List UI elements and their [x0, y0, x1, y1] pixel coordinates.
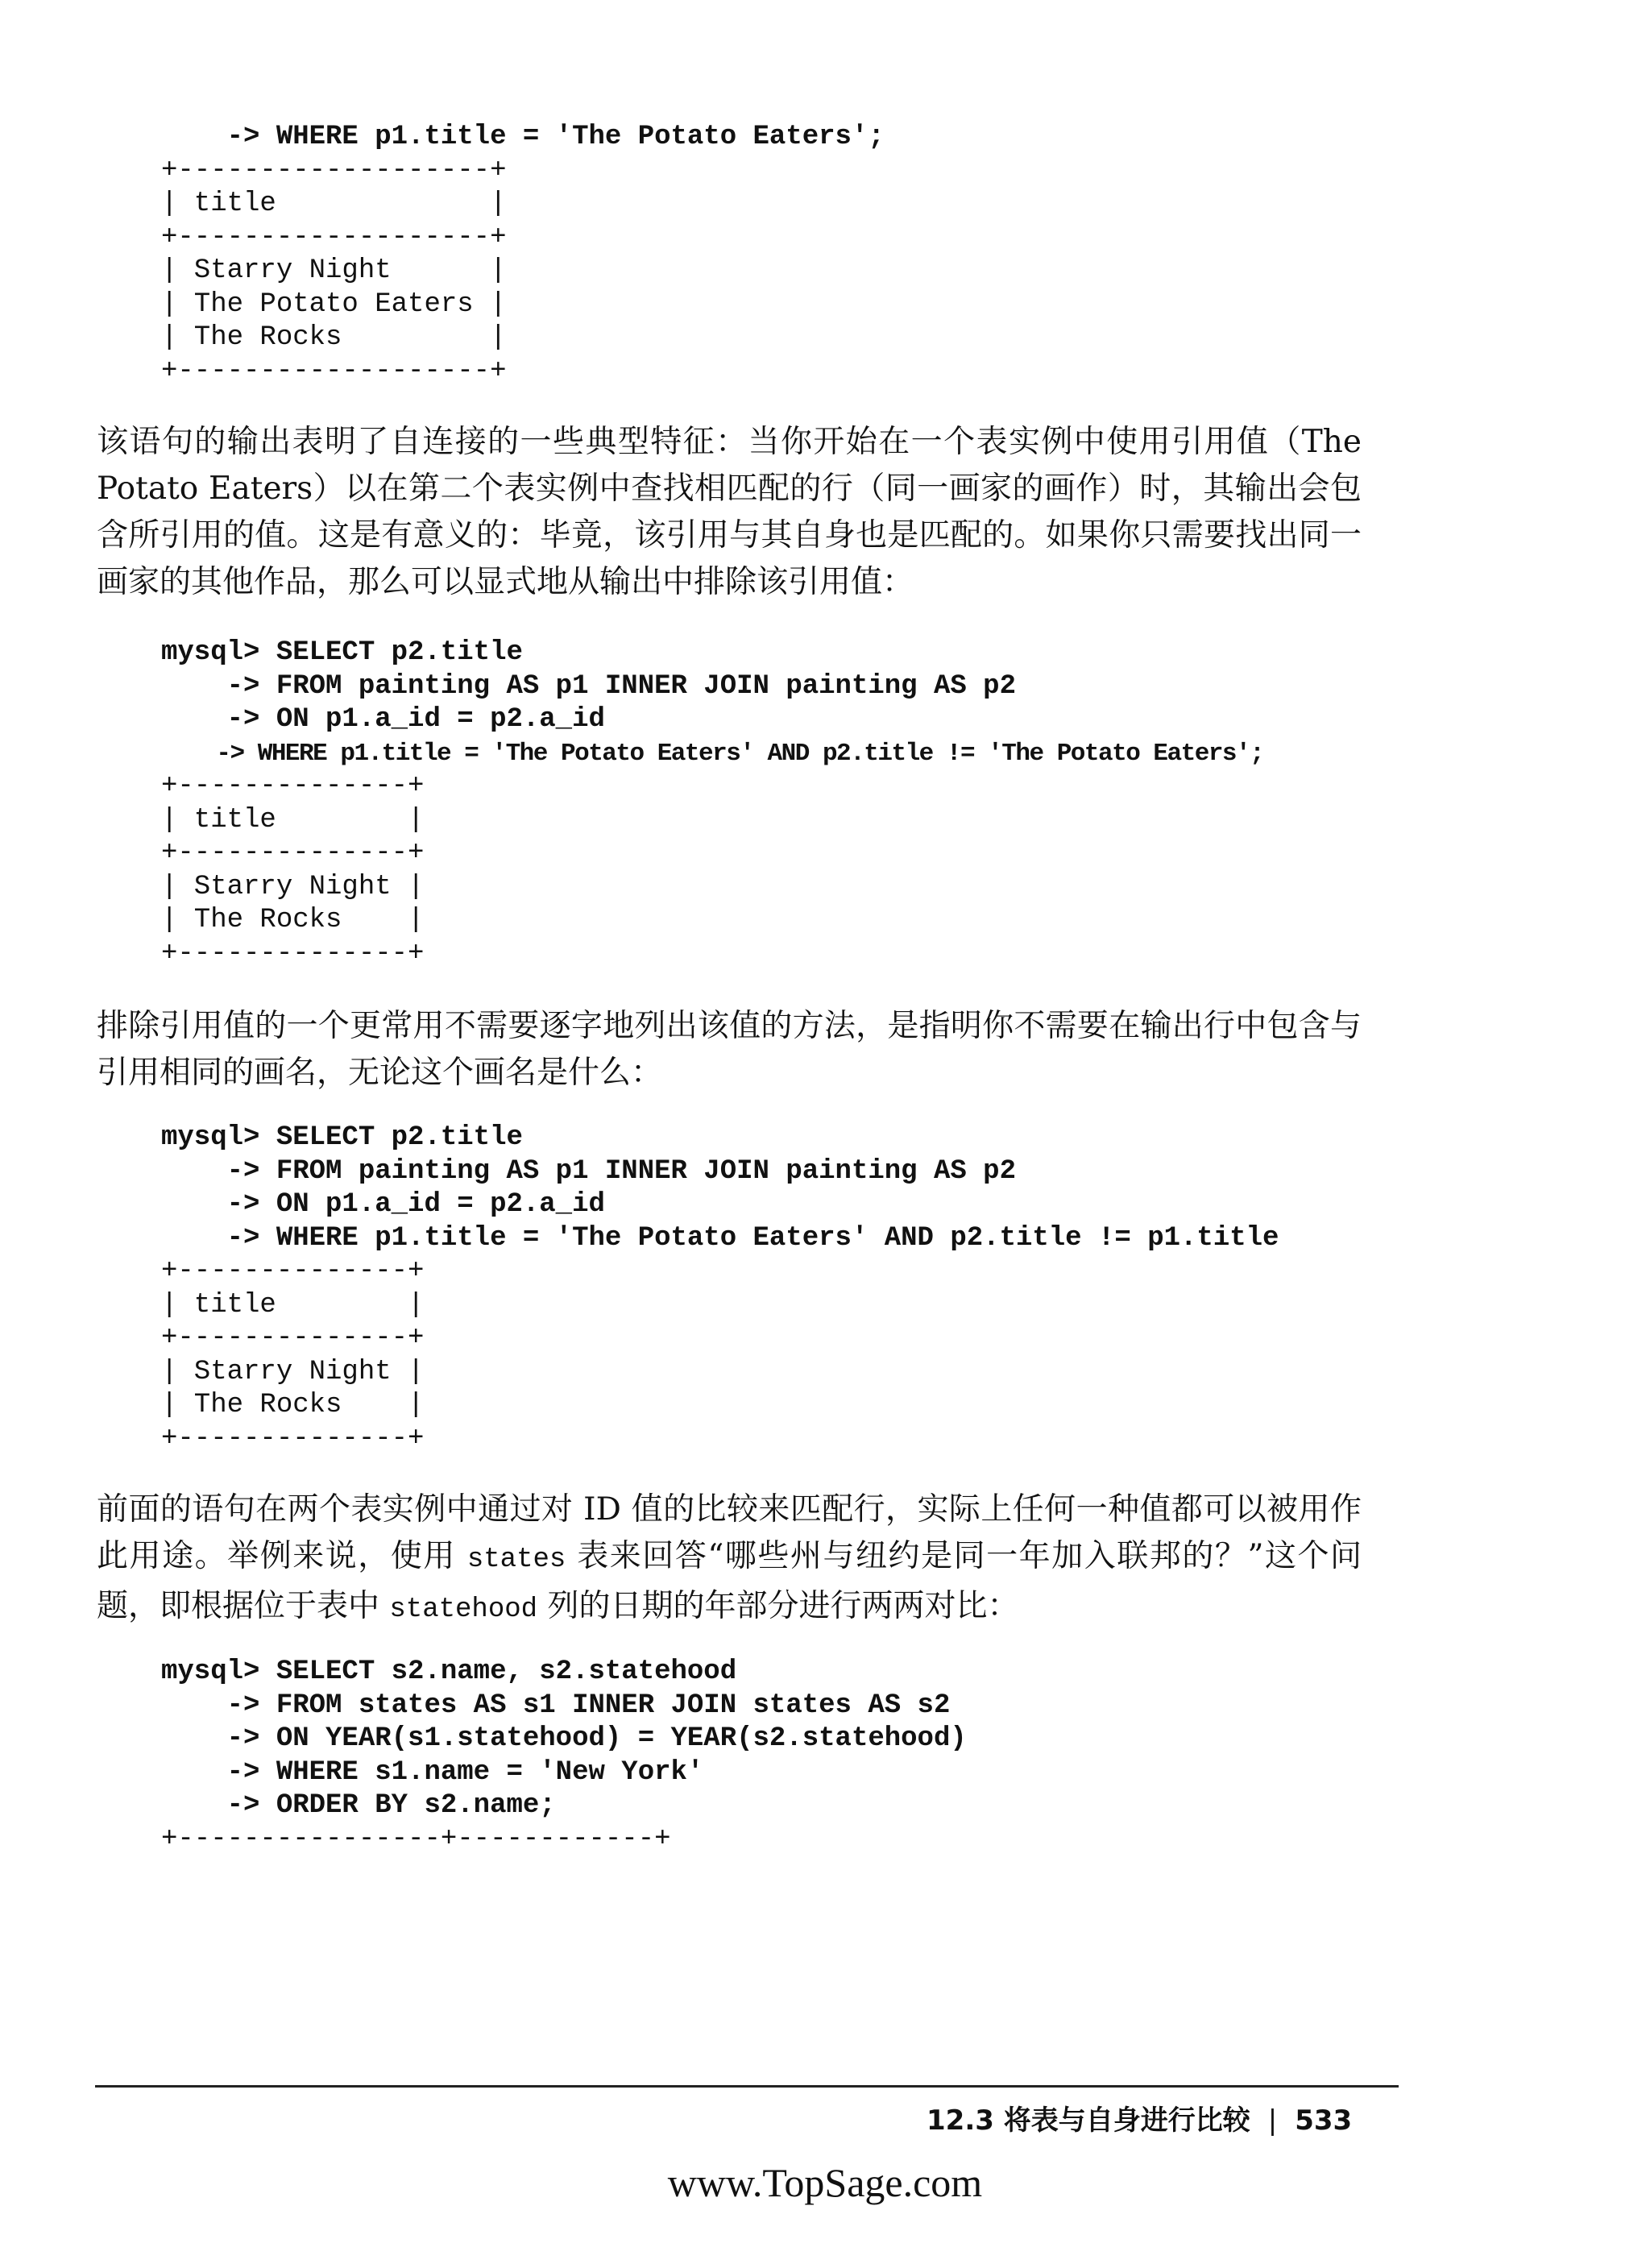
page-number: 533	[1295, 2104, 1353, 2137]
code-line: | The Rocks |	[161, 1390, 425, 1420]
footer-rule	[95, 2085, 1399, 2088]
code-line: +--------------+	[161, 1256, 425, 1287]
code-block-2	[161, 636, 1263, 971]
code-line: -> ON p1.a_id = p2.a_id	[161, 1189, 605, 1220]
section-title: 12.3 将表与自身进行比较	[927, 2104, 1250, 2137]
paragraph-states-example	[97, 1486, 1362, 1633]
code-line: -> ORDER BY s2.name;	[161, 1790, 556, 1821]
code-line: -> FROM painting AS p1 INNER JOIN painting AS p2	[161, 670, 1016, 702]
code-line: | title |	[161, 189, 507, 219]
code-line: +-------------------+	[161, 355, 507, 387]
code-block-3	[161, 1122, 1279, 1456]
paragraph-text: 列的日期的年部分进行两两对比：	[537, 1588, 1019, 1624]
code-line: | Starry Night |	[161, 1356, 425, 1387]
paragraph-text: 前面的语句在两个表实例中通过对 ID 值的比较来匹配行，实际上任何一种值都可以被用作此用途。举例来说，使用	[97, 1491, 1362, 1574]
code-line: | The Rocks |	[161, 905, 425, 935]
code-line: +--------------+	[161, 771, 425, 802]
code-line: -> FROM states AS s1 INNER JOIN states AS s2	[161, 1690, 951, 1721]
code-line: mysql> SELECT p2.title	[161, 637, 523, 668]
inline-code-states: states	[466, 1544, 566, 1575]
paragraph-exclude-reference: 排除引用值的一个更常用不需要逐字地列出该值的方法，是指明你不需要在输出行中包含与引用相同的画名，无论这个画名是什么：	[97, 1008, 1362, 1091]
code-line: -> FROM painting AS p1 INNER JOIN painting AS p2	[161, 1155, 1016, 1187]
code-line: | Starry Night |	[161, 871, 425, 902]
code-line: -> ON YEAR(s1.statehood) = YEAR(s2.statehood)	[161, 1723, 967, 1754]
code-line: +--------------+	[161, 1323, 425, 1354]
paragraph-self-join-features: 该语句的输出表明了自连接的一些典型特征：当你开始在一个表实例中使用引用值（The Potato Eaters）以在第二个表实例中查找相匹配的行（同一画家的画作）时，其输出会包含所引用的值。这是有意义的：毕竟，该引用与其自身也是匹配的。如果你只需要找出同一画家的其他作品，那么可以显式地从输出中排除该引用值：	[97, 424, 1362, 600]
code-line: mysql> SELECT p2.title	[161, 1122, 523, 1153]
code-line: -> WHERE s1.name = 'New York'	[161, 1756, 704, 1788]
code-line: mysql> SELECT s2.name, s2.statehood	[161, 1656, 737, 1687]
code-line: | The Potato Eaters |	[161, 288, 507, 320]
code-line: | The Rocks |	[161, 322, 507, 353]
code-block-1	[161, 121, 885, 388]
footer-separator: |	[1267, 2104, 1278, 2137]
code-line: +-------------------+	[161, 222, 507, 253]
code-line: -> WHERE p1.title = 'The Potato Eaters' AND p2.title != p1.title	[161, 1222, 1279, 1254]
code-line: | Starry Night |	[161, 255, 507, 286]
page-footer	[927, 2098, 1352, 2137]
code-line: | title |	[161, 1289, 425, 1321]
code-line: +----------------+------------+	[161, 1823, 671, 1855]
watermark-url: www.TopSage.com	[667, 2160, 983, 2205]
code-line: +--------------+	[161, 938, 425, 969]
code-line: -> ON p1.a_id = p2.a_id	[161, 704, 605, 735]
code-line: -> WHERE p1.title = 'The Potato Eaters';	[161, 122, 885, 152]
code-line: +--------------+	[161, 838, 425, 869]
code-line: +--------------+	[161, 1423, 425, 1454]
paragraph-text: 表来回答“哪些州与纽约是同一年加入联邦的？”这个问题，即根据位于表中	[97, 1538, 1362, 1624]
code-line: +-------------------+	[161, 155, 507, 186]
code-block-4	[161, 1656, 967, 1856]
inline-code-statehood: statehood	[389, 1594, 538, 1625]
code-line: -> WHERE p1.title = 'The Potato Eaters' AND p2.title != 'The Potato Eaters';	[161, 739, 1264, 768]
code-line: | title |	[161, 804, 425, 835]
